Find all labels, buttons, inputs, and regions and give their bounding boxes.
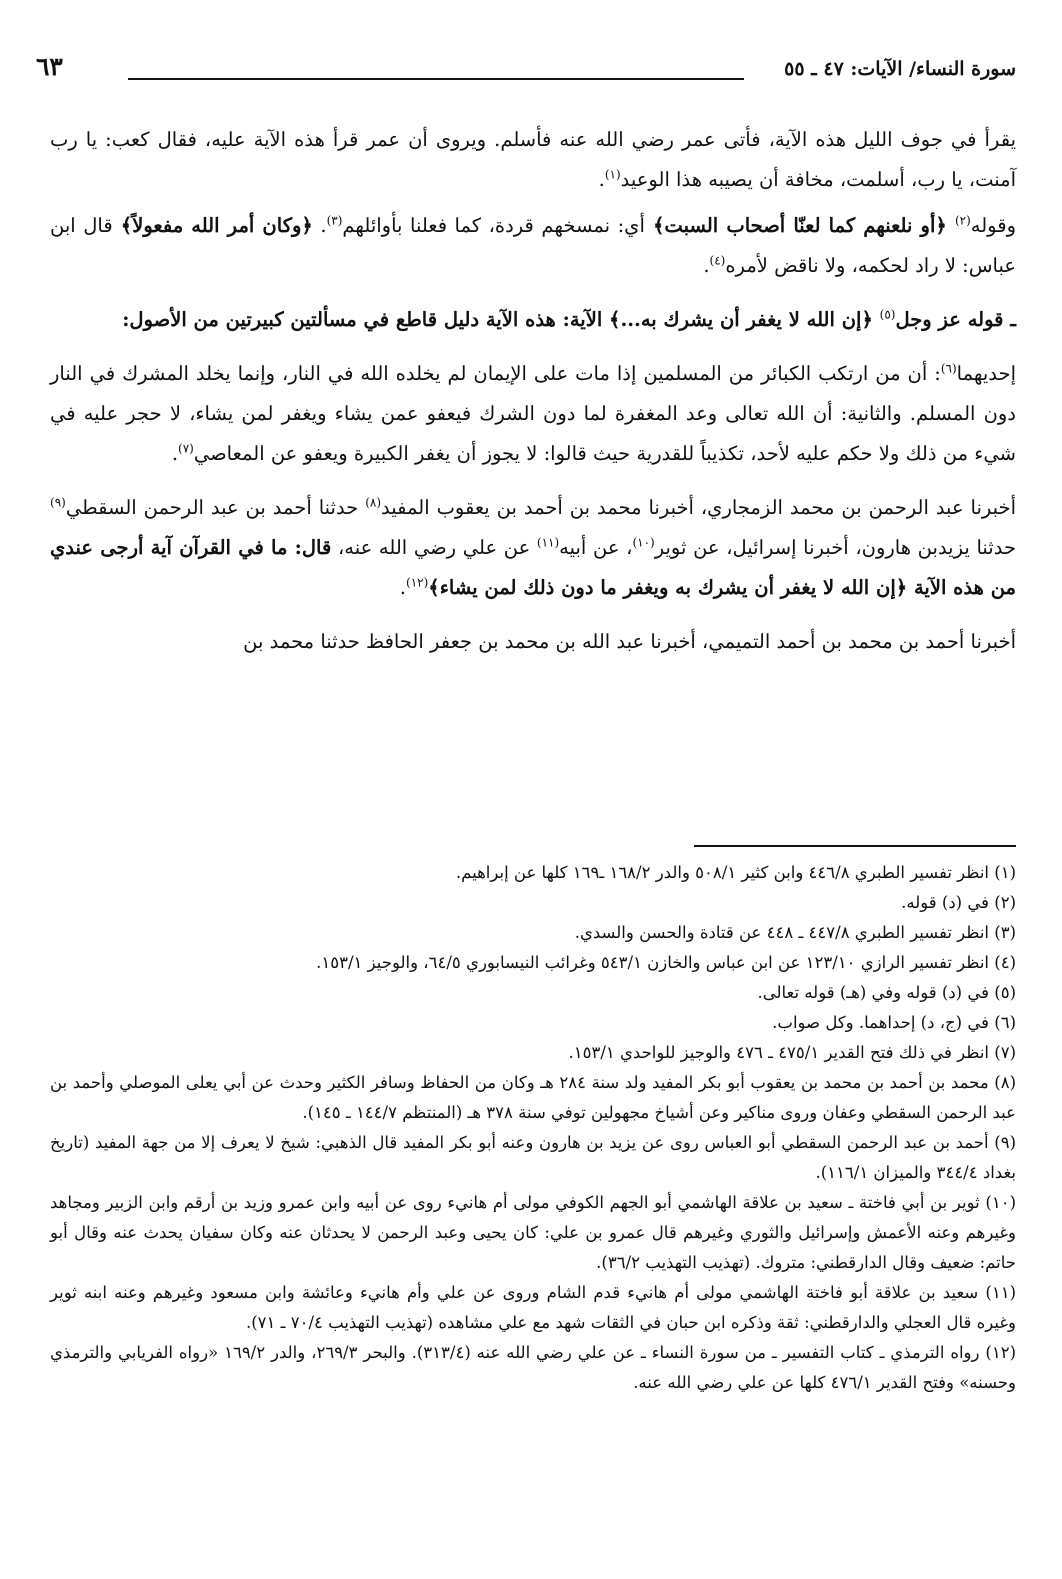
footnote-1: (١) انظر تفسير الطبري ٤٤٦/٨ وابن كثير ٥٠٨/١ والدر ١٦٨/٢ ـ١٦٩ كلها عن إبراهيم. <box>455 863 1016 882</box>
paragraph-1: يقرأ في جوف الليل هذه الآية، فأتى عمر رضي الله عنه فأسلم. ويروى أن عمر قرأ هذه الآية عليه، فقال كعب: يا رب آمنت، يا رب، أسلمت، مخافة أن يصيبه هذا الوعيد$^{(١)}$. <box>50 128 1016 191</box>
footnote-9: (٩) أحمد بن عبد الرحمن السقطي أبو العباس روى عن يزيد بن هارون وعنه أبو بكر المفيد قال الذهبي: شيخ لا يعرف إلا من جهة المفيد (تاريخ بغداد ٣٤٤/٤ والميزان ١١٦/١). <box>50 1133 1016 1182</box>
main-text <box>50 120 1016 676</box>
footnote-8: (٨) محمد بن أحمد بن محمد بن يعقوب أبو بكر المفيد ولد سنة ٢٨٤ هـ وكان من الحفاظ وسافر الكثير وحدث عن أبي يعلى الموصلي وأحمد بن عبد الرحمن السقطي وعفان وروى مناكير وعن أشياخ مجهولين توفي سنة ٣٧٨ هـ (المنتظم ١٤٤/٧ ـ ١٤٥). <box>50 1073 1016 1122</box>
footnote-11: (١١) سعيد بن علاقة أبو فاختة الهاشمي مولى أم هانيء قدم الشام وروى عن علي وأم هانيء وعائشة وابن مسعود وغيرهم وعنه ابنه ثوير وغيره قال العجلي والدارقطني: ثقة وذكره ابن حبان في الثقات شهد مع علي مشاهده (تهذيب التهذيب ٧٠/٤ ـ ٧١). <box>50 1283 1016 1332</box>
footnote-10: (١٠) ثوير بن أبي فاختة ـ سعيد بن علاقة الهاشمي أبو الجهم الكوفي مولى أم هانيء روى عن أبيه وابن عمرو وزيد بن أرقم وابن الزبير ومجاهد وغيرهم وعنه الأعمش وإسرائيل والثوري وغيرهم قال عمرو بن علي: كان يحيى وعبد الرحمن لا يحدثان عنه وكان سفيان يحدث عنه وقال أبو حاتم: ضعيف وقال الدارقطني: متروك. (تهذيب التهذيب ٣٦/٢). <box>50 1193 1016 1272</box>
footnotes <box>50 858 1016 1398</box>
footnote-2: (٢) في (د) قوله. <box>901 893 1016 912</box>
paragraph-4: إحديهما$^{(٦)}$: أن من ارتكب الكبائر من المسلمين إذا مات على الإيمان لم يخلده الله في النار، وإنما يخلد المشرك في النار دون المسلم. والثانية: أن الله تعالى وعد المغفرة لما دون الشرك فيعفو عمن يشاء ويغفر لمن يشاء، لا حجر عليه في شيء من ذلك ولا حكم عليه لأحد، تكذيباً للقدرية حيث قالوا: لا يجوز أن يغفر الكبيرة ويعفو عن المعاصي$^{(٧)}$. <box>50 361 1016 465</box>
page-number: ٦٣ <box>36 52 63 81</box>
paragraph-6: أخبرنا أحمد بن محمد بن أحمد التميمي، أخبرنا عبد الله بن محمد بن جعفر الحافظ حدثنا محمد بن <box>243 630 1016 653</box>
footnote-separator <box>694 845 1016 847</box>
quran-quote: ﴿وكان أمر الله مفعولاً﴾ <box>112 214 313 237</box>
quran-quote: ﴿أو نلعنهم كما لعنّا أصحاب السبت﴾ <box>644 214 955 237</box>
footnote-5: (٥) في (د) قوله وفي (هـ) قوله تعالى. <box>757 983 1016 1002</box>
footnote-7: (٧) انظر في ذلك فتح القدير ٤٧٥/١ ـ ٤٧٦ والوجيز للواحدي ١٥٣/١. <box>568 1043 1016 1062</box>
quran-quote: ﴿إن الله لا يغفر أن يشرك به...﴾ <box>602 308 880 331</box>
running-header <box>36 52 1016 98</box>
header-rule <box>128 78 744 80</box>
quran-quote: قال: ما في القرآن آية أرجى عندي من هذه الآية ﴿إن الله لا يغفر أن يشرك به ويغفر ما دون ذلك لمن يشاء﴾ <box>50 536 1016 599</box>
footnote-6: (٦) في (ج، د) إحداهما. وكل صواب. <box>772 1013 1016 1032</box>
paragraph-2: وقوله$^{(٢)}$ ﴿أو نلعنهم كما لعنّا أصحاب السبت﴾ أي: نمسخهم قردة، كما فعلنا بأوائلهم$^{(٣)}$. ﴿وكان أمر الله مفعولاً﴾ قال ابن عباس: لا راد لحكمه، ولا ناقض لأمره$^{(٤)}$. <box>50 213 1016 277</box>
footnote-12: (١٢) رواه الترمذي ـ كتاب التفسير ـ من سورة النساء ـ عن علي رضي الله عنه (٣١٣/٤). والبحر ٢٦٩/٣، والدر ١٦٩/٢ «رواه الفريابي والترمذي وحسنه» وفتح القدير ٤٧٦/١ كلها عن علي رضي الله عنه. <box>50 1343 1016 1392</box>
paragraph-5: أخبرنا عبد الرحمن بن محمد الزمجاري، أخبرنا محمد بن أحمد بن يعقوب المفيد$^{(٨)}$ حدثنا أحمد بن عبد الرحمن السقطي$^{(٩)}$ حدثنا يزيدبن هارون، أخبرنا إسرائيل، عن ثوير$^{(١٠)}$، عن أبيه$^{(١١)}$ عن علي رضي الله عنه، قال: ما في القرآن آية أرجى عندي من هذه الآية ﴿إن الله لا يغفر أن يشرك به ويغفر ما دون ذلك لمن يشاء﴾$^{(١٢)}$. <box>50 495 1017 599</box>
surah-heading: سورة النساء/ الآيات: ٤٧ ـ ٥٥ <box>784 58 1016 80</box>
paragraph-3: ـ قوله عز وجل$^{(٥)}$ ﴿إن الله لا يغفر أن يشرك به...﴾ الآية: هذه الآية دليل قاطع في مسألتين كبيرتين من الأصول: <box>122 307 1016 331</box>
footnote-3: (٣) انظر تفسير الطبري ٤٤٧/٨ ـ ٤٤٨ عن قتادة والحسن والسدي. <box>574 923 1016 942</box>
footnote-4: (٤) انظر تفسير الرازي ١٢٣/١٠ عن ابن عباس والخازن ٥٤٣/١ وغرائب النيسابوري ٦٤/٥، والوجيز ١٥٣/١. <box>316 953 1016 972</box>
